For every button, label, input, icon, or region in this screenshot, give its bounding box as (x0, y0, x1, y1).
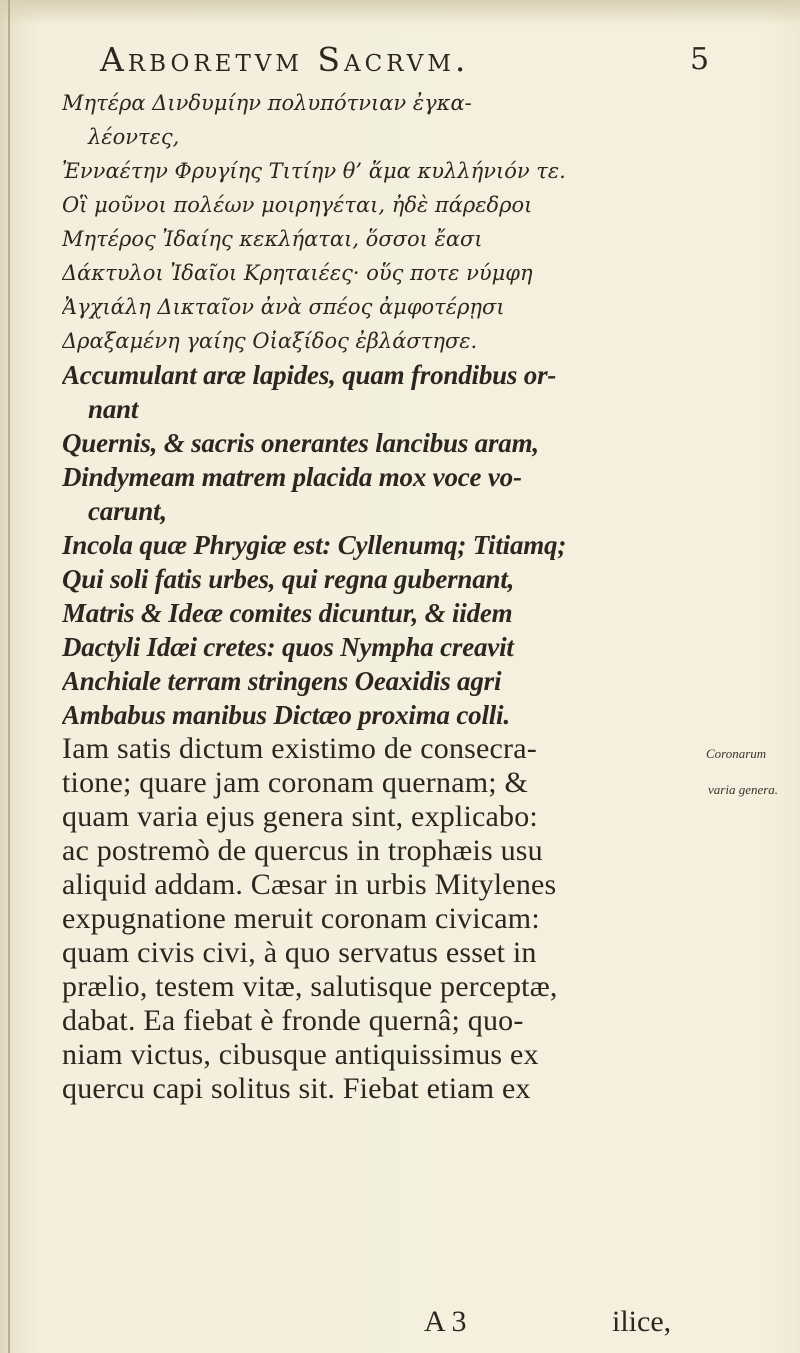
marginal-note-line-2: varia genera. (708, 782, 779, 797)
running-title: Arboretvm Sacrvm. (100, 40, 470, 79)
text-line: prælio, testem vitæ, salutisque perceptæ, (62, 970, 558, 1003)
text-line: quercu capi solitus sit. Fiebat etiam ex (62, 1072, 531, 1105)
text-line: ac postremò de quercus in trophæis usu (62, 834, 543, 867)
text-line: Δάκτυλοι Ἰδαῖοι Κρηταιέες· οὕς ποτε νύμφη (62, 261, 533, 285)
text-block (62, 86, 702, 1106)
text-line: quam varia ejus genera sint, explicabo: (62, 800, 538, 833)
text-line: Dactyli Idæi cretes: quos Nympha creavit (62, 632, 514, 662)
page-number: 5 (690, 42, 710, 77)
text-line: carunt, (88, 496, 167, 526)
text-line: λέοντες, (88, 125, 180, 149)
text-line: nant (88, 394, 139, 424)
text-line: niam victus, cibusque antiquissimus ex (62, 1038, 539, 1071)
text-line: aliquid addam. Cæsar in urbis Mitylenes (62, 868, 557, 901)
catchword: ilice, (612, 1305, 672, 1338)
text-line: Iam satis dictum existimo de consecra- (62, 732, 537, 765)
running-head (100, 40, 710, 84)
text-line: Incola quæ Phrygiæ est: Cyllenumq; Titiamq; (62, 530, 567, 560)
text-line: Ἐνναέτην Φρυγίης Τιτίην θ’ ἅμα κυλλήνιόν τε. (62, 159, 566, 183)
text-line: expugnatione meruit coronam civicam: (62, 902, 540, 935)
text-line: tione; quare jam coronam quernam; & (62, 766, 529, 799)
text-line: Qui soli fatis urbes, qui regna gubernant, (62, 564, 515, 594)
text-line: Ἀγχιάλη Δικταῖον ἀνὰ σπέος ἀμφοτέρῃσι (62, 295, 505, 319)
page-top-shadow (0, 0, 800, 26)
text-line: Quernis, & sacris onerantes lancibus aram, (62, 428, 539, 458)
text-line: dabat. Ea fiebat è fronde quernâ; quo- (62, 1004, 524, 1037)
text-line: Μητέρος Ἰδαίης κεκλήαται, ὅσσοι ἔασι (62, 227, 483, 251)
text-line: Δραξαμένη γαίης Οἰαξίδος ἐβλάστησε. (62, 329, 478, 353)
signature-mark: A 3 (424, 1305, 467, 1338)
text-line: Dindymeam matrem placida mox voce vo- (62, 462, 522, 492)
text-line: Οἳ μοῦνοι πολέων μοιρηγέται, ἠδὲ πάρεδροι (62, 193, 533, 217)
marginal-note-line-1: Coronarum (706, 746, 767, 761)
text-line: Anchiale terram stringens Oeaxidis agri (62, 666, 502, 696)
text-line: Accumulant aræ lapides, quam frondibus or- (62, 360, 557, 390)
text-line: quam civis civi, à quo servatus esset in (62, 936, 537, 969)
text-line: Ambabus manibus Dictæo proxima colli. (62, 700, 510, 730)
text-line: Matris & Ideæ comites dicuntur, & iidem (62, 598, 513, 628)
spine-edge (8, 0, 10, 1353)
text-line: Μητέρα Δινδυμίην πολυπότνιαν ἐγκα- (62, 91, 472, 115)
